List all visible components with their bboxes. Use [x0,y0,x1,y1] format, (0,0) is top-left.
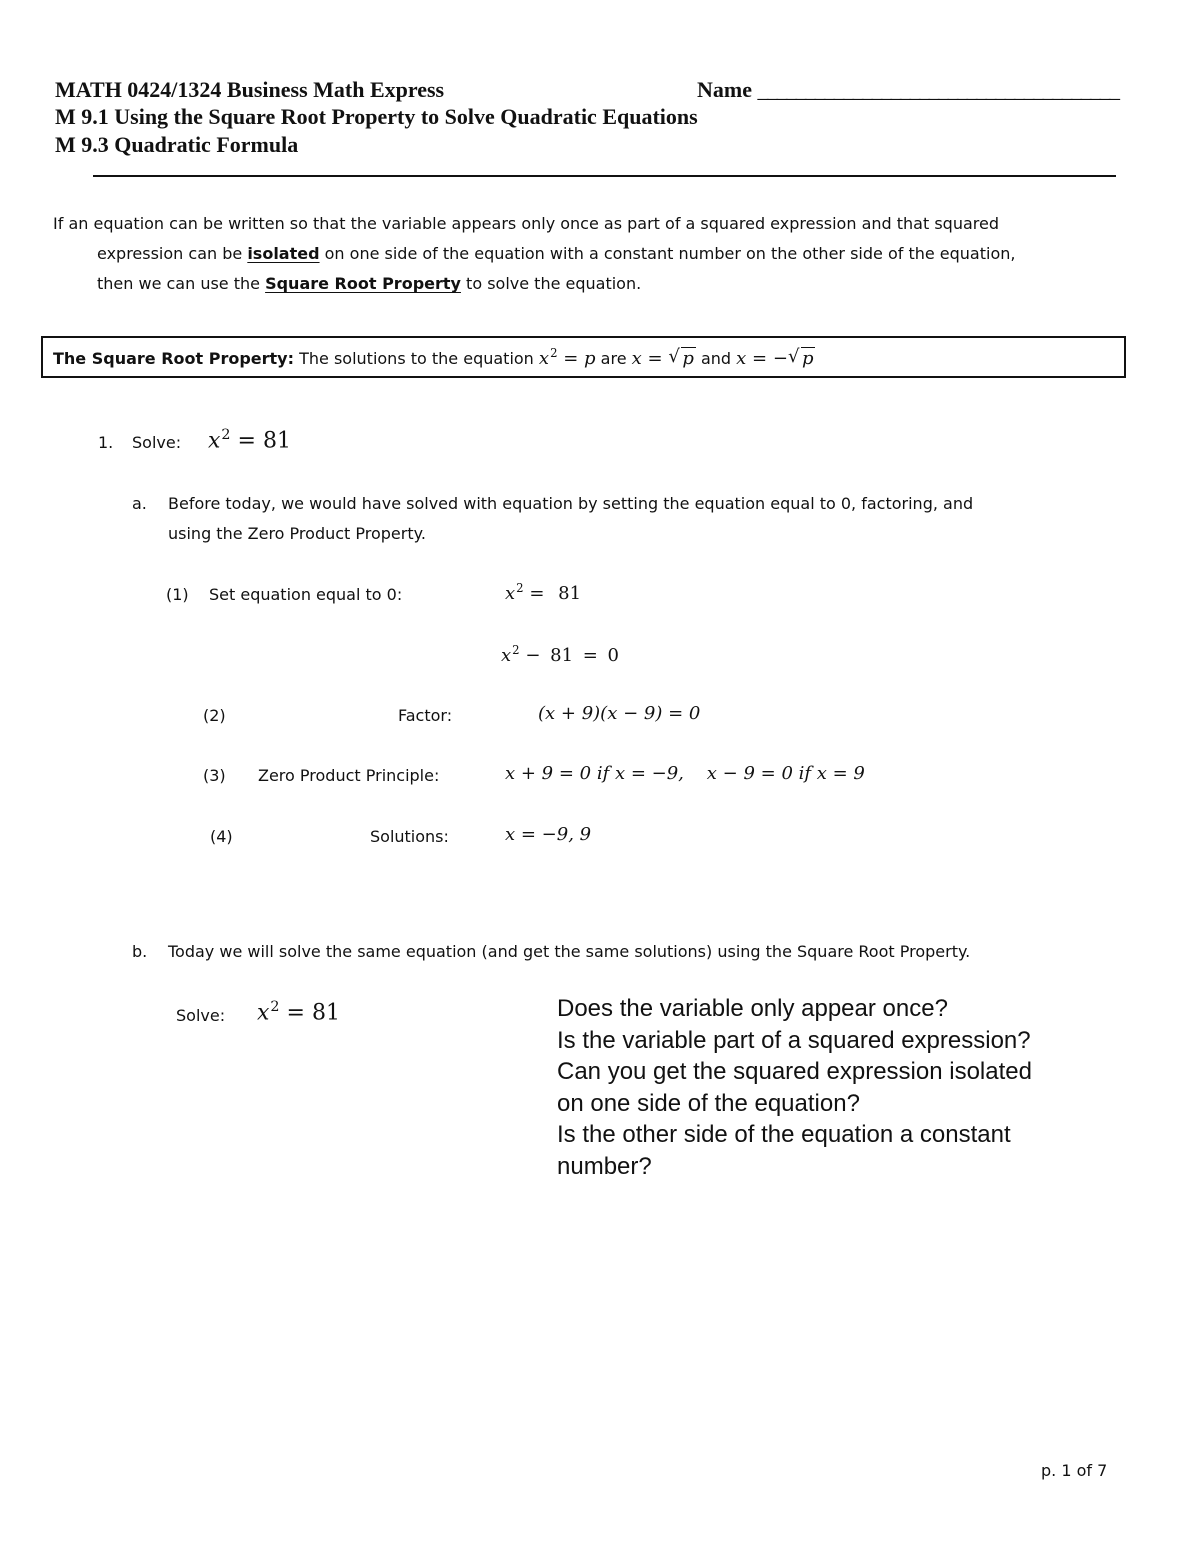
step-1-label: Set equation equal to 0: [209,585,403,604]
step-4-number: (4) [210,827,233,846]
property-statement [53,346,815,369]
problem-1-equation: $x^2 = 81$ [208,427,291,454]
page-number: p. 1 of 7 [1041,1461,1108,1480]
question-line: number? [557,1152,652,1180]
property-label: The Square Root Property: [53,349,295,369]
question-line: Is the other side of the equation a constant [557,1121,1011,1148]
part-b-letter: b. [132,942,148,961]
step-2-label: Factor: [398,706,453,725]
property-solution-2: x = − √ p [736,346,814,370]
section-title-2: M 9.3 Quadratic Formula [55,132,299,157]
question-line: on one side of the equation? [557,1089,860,1117]
property-and: and [700,349,732,369]
intro-line-3-pre: then we can use the [97,274,266,293]
intro-line-1: If an equation can be written so that the variable appears only once as part of a squared expression and that squared [53,214,999,233]
part-b-solve-label: Solve: [176,1006,226,1025]
part-a-line-2: using the Zero Product Property. [168,524,426,543]
question-line: Can you get the squared expression isolated [557,1058,1032,1085]
step-3-equation: x + 9 = 0 if x = −9, x − 9 = 0 if x = 9 [505,763,865,784]
intro-line-3 [97,274,641,293]
part-b-text: Today we will solve the same equation (and get the same solutions) using the Square Root Property. [168,942,971,961]
question-line: Does the variable only appear once? [557,995,948,1022]
part-a-letter: a. [132,494,147,513]
part-b-equation: $x^2 = 81$ [257,999,340,1026]
header-divider [93,175,1116,177]
step-2-number: (2) [203,706,226,725]
step-3-label: Zero Product Principle: [258,766,440,785]
step-4-equation: x = −9, 9 [505,824,592,845]
intro-line-2 [97,244,1015,263]
step-1-equation: $x^2 = 81$ [505,581,582,605]
step-4-label: Solutions: [370,827,449,846]
property-text: The solutions to the equation [299,349,534,369]
step-3-number: (3) [203,766,226,785]
isolated-keyword: isolated [247,244,320,263]
step-1-number: (1) [166,585,189,604]
intro-line-3-post: to solve the equation. [460,274,642,293]
property-are: are [600,349,627,369]
square-root-property-keyword: Square Root Property [265,274,461,293]
guiding-questions [557,993,1032,1182]
name-blank: ______________________________________ [757,77,1119,102]
section-title-1: M 9.1 Using the Square Root Property to Solve Quadratic Equations [55,104,698,129]
name-field[interactable] [697,77,1118,103]
intro-line-2-pre: expression can be [97,244,248,263]
name-label: Name [697,77,752,102]
step-2-equation: (x + 9)(x − 9) = 0 [538,703,701,724]
course-title: MATH 0424/1324 Business Math Express [55,77,445,102]
step-1b-equation: $x^2 - 81 = 0$ [501,643,620,667]
question-line: Is the variable part of a squared expression? [557,1026,1031,1054]
problem-1-solve-label: Solve: [132,433,182,452]
problem-1-number: 1. [98,433,114,452]
property-solution-1: x = √ p [631,346,694,370]
property-equation: $x^2 = p$ [538,346,596,370]
part-a-line-1: Before today, we would have solved with equation by setting the equation equal to 0, factoring, and [168,494,974,513]
intro-line-2-post: on one side of the equation with a constant number on the other side of the equation, [319,244,1016,263]
